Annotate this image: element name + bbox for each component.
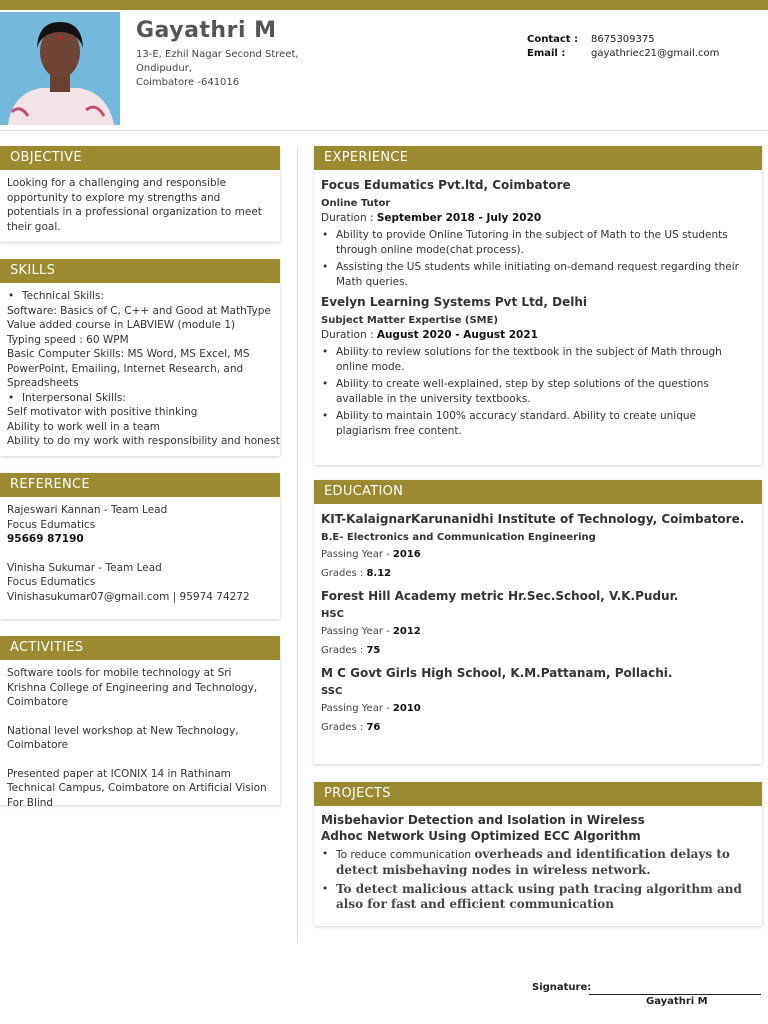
- address-line: Ondipudur,: [136, 63, 192, 74]
- activities-section: [0, 636, 280, 809]
- contact-email: gayathriec21@gmail.com: [591, 48, 720, 59]
- job-role: Online Tutor: [321, 198, 391, 209]
- technical-skills-heading: Technical Skills:: [22, 290, 105, 302]
- degree-name: HSC: [321, 609, 344, 620]
- grade-value: 8.12: [366, 568, 392, 579]
- degree-name: B.E- Electronics and Communication Engineering: [321, 532, 596, 543]
- contact-phone: 8675309375: [591, 34, 655, 45]
- bullet-icon: •: [8, 290, 15, 302]
- passing-year-label: Passing Year -: [321, 626, 390, 637]
- top-accent-bar: [0, 0, 768, 10]
- reference-org: Focus Edumatics: [7, 518, 96, 531]
- reference-role: Team Lead: [105, 561, 162, 574]
- reference-phone: 95669 87190: [7, 533, 84, 545]
- profile-photo: [0, 12, 120, 125]
- signature-line: [589, 994, 761, 995]
- job-bullet: Ability to review solutions for the textbook in the subject of Math through online mode.: [336, 346, 722, 373]
- passing-year: 2016: [392, 549, 421, 560]
- project-bullet-start: To reduce communication: [336, 849, 472, 861]
- skill-line: Self motivator with positive thinking: [7, 406, 198, 418]
- grade-value: 75: [366, 645, 381, 656]
- experience-heading: EXPERIENCE: [314, 146, 762, 170]
- job-duration: August 2020 - August 2021: [376, 329, 538, 341]
- activities-heading: ACTIVITIES: [0, 636, 280, 660]
- project-bullet: To detect malicious attack using path tracing algorithm and also for fast and efficient communication: [336, 882, 742, 911]
- address-line: 13-E, Ezhil Nagar Second Street,: [136, 49, 299, 60]
- objective-section: [0, 146, 280, 242]
- address-line: Coimbatore -641016: [136, 77, 240, 88]
- column-divider: [297, 148, 298, 943]
- reference-email: Vinishasukumar07@gmail.com: [7, 590, 170, 603]
- email-label: Email :: [527, 48, 566, 59]
- signature-label: Signature:: [532, 982, 592, 993]
- header-divider: [0, 130, 768, 131]
- job-duration: September 2018 - July 2020: [376, 212, 542, 224]
- projects-heading: PROJECTS: [314, 782, 762, 806]
- address-block: [136, 48, 299, 90]
- contact-block: [527, 33, 719, 61]
- passing-year: 2012: [392, 626, 421, 637]
- job-bullet: Assisting the US students while initiating on-demand request regarding their Math queries.: [336, 261, 739, 288]
- grade-value: 76: [366, 722, 381, 733]
- candidate-name: Gayathri M: [136, 18, 277, 43]
- contact-label: Contact :: [527, 34, 579, 45]
- reference-name: Rajeswari Kannan: [7, 504, 101, 516]
- reference-role: Team Lead: [110, 504, 168, 516]
- project-bullet-rest: overheads and identification delays to detect misbehaving nodes in wireless network.: [336, 847, 730, 877]
- activity-item: Presented paper at ICONIX 14 in Rathinam Technical Campus, Coimbatore on Artificial Vision For Blind: [7, 767, 267, 809]
- skills-section: [0, 259, 280, 456]
- skills-heading: SKILLS: [0, 259, 280, 283]
- education-section: [314, 480, 762, 764]
- reference-heading: REFERENCE: [0, 473, 280, 497]
- grades-label: Grades :: [321, 645, 364, 656]
- education-heading: EDUCATION: [314, 480, 762, 504]
- school-name: KIT-KalaignarKarunanidhi Institute of Technology, Coimbatore.: [321, 512, 745, 526]
- signature-name: Gayathri M: [646, 996, 708, 1007]
- skill-line: Value added course in LABVIEW (module 1): [7, 319, 236, 331]
- job-bullet: Ability to maintain 100% accuracy standard. Ability to create unique plagiarism free content.: [336, 410, 696, 437]
- passing-year: 2010: [392, 703, 421, 714]
- skill-line: Ability to work well in a team: [7, 420, 161, 433]
- projects-section: PROJECTS Misbehavior Detection and Isolation in Wireless Adhoc Network Using Optimized ECC Algorithm • To reduce communication overheads and identification delays to detect misbehaving nodes in wireless network. • To detect malicious attack using path tracing algorithm and also for fast and efficient communication: [314, 782, 762, 926]
- duration-label: Duration :: [321, 329, 374, 341]
- degree-name: SSC: [321, 686, 343, 697]
- activity-item: Software tools for mobile technology at Sri Krishna College of Engineering and Technology, Coimbatore: [7, 667, 258, 708]
- job-bullet: Ability to create well-explained, step by step solutions of the questions available in the university textbooks.: [336, 378, 709, 405]
- school-name: M C Govt Girls High School, K.M.Pattanam, Pollachi.: [321, 666, 673, 680]
- reference-section: REFERENCE Rajeswari Kannan - Team Lead Focus Edumatics 95669 87190 Vinisha Sukumar - Team Lead Focus Edumatics Vinishasukumar07@gmail.com | 95974 74272: [0, 473, 280, 619]
- grades-label: Grades :: [321, 568, 364, 579]
- reference-phone: 95974 74272: [179, 590, 250, 603]
- skill-line: Basic Computer Skills: MS Word, MS Excel, MS PowerPoint, Emailing, Internet Research, and Spreadsheets: [7, 348, 250, 389]
- objective-text: Looking for a challenging and responsible opportunity to explore my strengths and potentials in a professional organization to meet their goal.: [7, 177, 262, 233]
- job-bullet: Ability to provide Online Tutoring in the subject of Math to the US students through online mode(chat process).: [336, 229, 728, 256]
- job-role: Subject Matter Expertise (SME): [321, 315, 499, 326]
- interpersonal-skills-heading: Interpersonal Skills:: [22, 391, 126, 404]
- passing-year-label: Passing Year -: [321, 549, 390, 560]
- activity-item: National level workshop at New Technology, Coimbatore: [7, 724, 239, 751]
- school-name: Forest Hill Academy metric Hr.Sec.School, V.K.Pudur.: [321, 589, 679, 603]
- experience-section: EXPERIENCE Focus Edumatics Pvt.ltd, Coimbatore Online Tutor Duration : September 2018 - July 2020 • Ability to provide Online Tutoring in the subject of Math to the US students through online mode(chat process). • Assisting the US students while initiating on-demand request regarding their Math queries. Evelyn Learning Systems Pvt Ltd, Delhi Subject Matter Expertise (SME) Duration : August 2020 - August 2021 • Ability to review solutions for the textbook in the subject of Math through online mode. • Ability to create well-explained, step by step solutions of the questions available in the university textbooks. • Ability to maintain 100% accuracy standard. Ability to create unique plagiarism free content.: [314, 146, 762, 465]
- profile-photo-image: [0, 12, 120, 125]
- passing-year-label: Passing Year -: [321, 703, 390, 714]
- company-name: Focus Edumatics Pvt.ltd, Coimbatore: [321, 178, 571, 192]
- skill-line: Typing speed : 60 WPM: [7, 333, 129, 346]
- objective-heading: OBJECTIVE: [0, 146, 280, 170]
- duration-label: Duration :: [321, 212, 374, 224]
- company-name: Evelyn Learning Systems Pvt Ltd, Delhi: [321, 295, 587, 309]
- bullet-icon: •: [8, 391, 15, 404]
- skill-line: Software: Basics of C, C++ and Good at MathType: [7, 304, 271, 317]
- skill-line: Ability to do my work with responsibility and honest: [7, 435, 280, 447]
- grades-label: Grades :: [321, 722, 364, 733]
- project-title: Misbehavior Detection and Isolation in Wireless Adhoc Network Using Optimized ECC Algorithm: [321, 813, 645, 843]
- reference-org: Focus Edumatics: [7, 576, 96, 588]
- reference-name: Vinisha Sukumar: [7, 561, 96, 574]
